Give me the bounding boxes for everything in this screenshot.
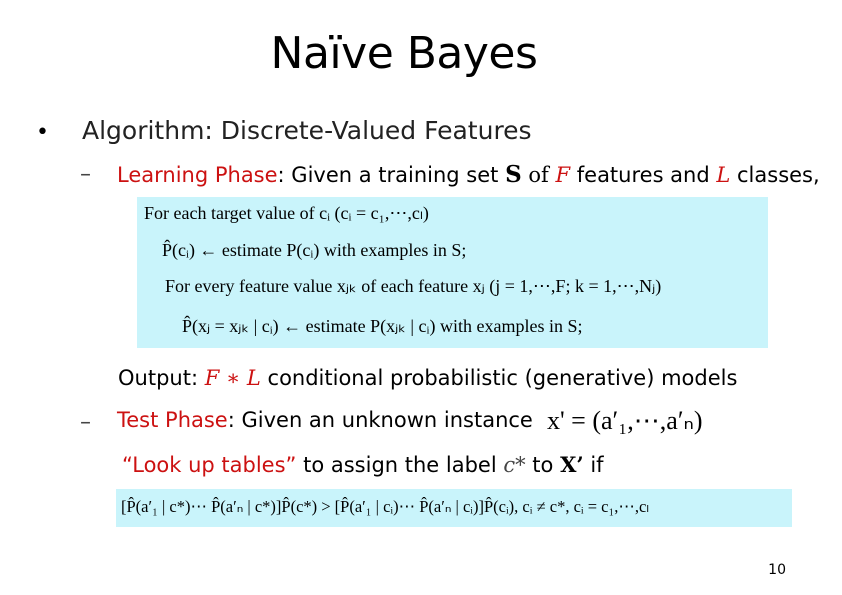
class-count-symbol: L: [716, 163, 731, 187]
lookup-text-c: if: [583, 453, 604, 477]
algorithm-heading: Algorithm: Discrete-Valued Features: [82, 116, 532, 145]
lookup-line: [122, 452, 604, 477]
test-text: : Given an unknown instance: [227, 408, 533, 432]
dash-icon: –: [80, 410, 91, 435]
learning-text-b: features and: [570, 163, 717, 187]
test-phase-line: [117, 408, 533, 432]
decision-rule-formula: [P̂(a′₁ | c*)⋯ P̂(a′ₙ | c*)]P̂(c*) > [P̂(a′₁ | cᵢ)⋯ P̂(a′ₙ | cᵢ)]P̂(cᵢ), cᵢ ≠ c*, cᵢ = c₁,⋯,cₗ: [121, 497, 650, 516]
output-expression: F ∗ L: [204, 366, 261, 390]
learning-box-line-1: For each target value of cᵢ (cᵢ = c₁,⋯,cₗ): [144, 203, 429, 223]
feature-count-symbol: F: [555, 163, 571, 187]
slide-title: Naïve Bayes: [270, 28, 538, 79]
output-label: Output:: [118, 366, 205, 390]
label-cstar: c*: [503, 453, 526, 477]
learning-text-a: : Given a training set: [277, 163, 506, 187]
instance-symbol: X’: [560, 452, 584, 477]
bullet-icon: •: [36, 120, 49, 145]
learning-box-line-3: For every feature value xⱼₖ of each feature xⱼ (j = 1,⋯,F; k = 1,⋯,Nⱼ): [165, 276, 662, 296]
learning-of: of: [521, 163, 556, 187]
learning-box-line-4: P̂(xⱼ = xⱼₖ | cᵢ) ← estimate P(xⱼₖ | cᵢ) with examples in S;: [182, 316, 583, 336]
learning-phase-line: [117, 161, 820, 188]
lookup-text-a: to assign the label: [296, 453, 504, 477]
output-text: conditional probabilistic (generative) models: [260, 366, 738, 390]
page-number: 10: [768, 562, 786, 578]
unknown-instance-formula: x' = (a′₁,⋯,a′ₙ): [547, 406, 703, 435]
lookup-tables-quote: “Look up tables”: [122, 453, 297, 477]
learning-box-line-2: P̂(cᵢ) ← estimate P(cᵢ) with examples in S;: [162, 240, 467, 260]
dash-icon: –: [80, 162, 91, 187]
learning-text-c: classes,: [730, 163, 820, 187]
test-phase-label: Test Phase: [117, 408, 228, 432]
training-set-symbol: S: [505, 161, 522, 188]
output-line: [118, 366, 737, 390]
lookup-text-b: to: [525, 453, 561, 477]
learning-phase-label: Learning Phase: [117, 163, 278, 187]
